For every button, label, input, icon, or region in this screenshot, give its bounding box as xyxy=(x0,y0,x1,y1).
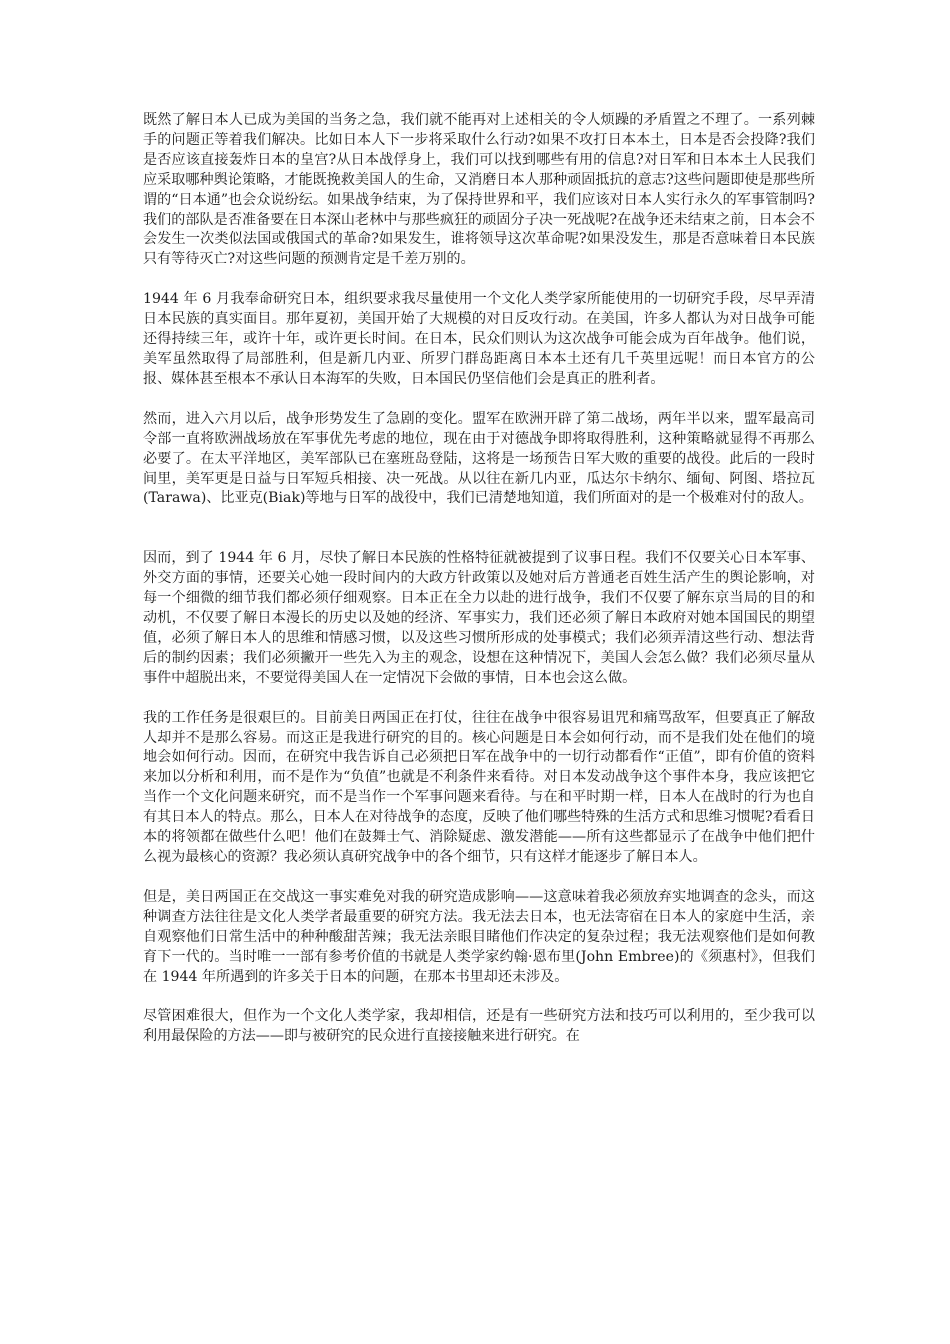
paragraph-3: 然而，进入六月以后，战争形势发生了急剧的变化。盟军在欧洲开辟了第二战场，两年半以来，盟军最高司令部一直将欧洲战场放在军事优先考虑的地位，现在由于对德战争即将取得胜利，这种策略就显得不再那么必要了。在太平洋地区，美军部队已在塞班岛登陆，这将是一场预告日军大败的重要的战役。此后的一段时间里，美军更是日益与日军短兵相接、决一死战。从以往在新几内亚，瓜达尔卡纳尔、缅甸、阿图、塔拉瓦(Tarawa)、比亚克(Biak)等地与日军的战役中，我们已清楚地知道，我们所面对的是一个极难对付的敌人。 xyxy=(143,410,815,507)
paragraph-4: 因而，到了 1944 年 6 月，尽快了解日本民族的性格特征就被提到了议事日程。我们不仅要关心日本军事、外交方面的事情，还要关心她一段时间内的大政方针政策以及她对后方普通老百姓生活产生的舆论影响，对每一个细微的细节我们都必须仔细观察。日本正在全力以赴的进行战争，我们不仅要了解东京当局的目的和动机，不仅要了解日本漫长的历史以及她的经济、军事实力，我们还必须了解日本政府对她本国国民的期望值，必须了解日本人的思维和情感习惯，以及这些习惯所形成的处事模式；我们必须弄清这些行动、想法背后的制约因素；我们必须撇开一些先入为主的观念，设想在这种情况下，美国人会怎么做？我们必须尽量从事件中超脱出来，不要觉得美国人在一定情况下会做的事情，日本也会这么做。 xyxy=(143,550,815,686)
paragraph-spacer xyxy=(143,987,815,1007)
paragraph-1: 既然了解日本人已成为美国的当务之急，我们就不能再对上述相关的令人烦躁的矛盾置之不理了。一系列棘手的问题正等着我们解决。比如日本人下一步将采取什么行动?如果不攻打日本本土，日本是否会投降?我们是否应该直接轰炸日本的皇宫?从日本战俘身上，我们可以找到哪些有用的信息?对日军和日本本土人民我们应采取哪种舆论策略，才能既挽救美国人的生命，又消磨日本人那种顽固抵抗的意志?这些问题即使是那些所谓的“日本通”也会众说纷纭。如果战争结束，为了保持世界和平，我们应该对日本人实行永久的军事管制吗?我们的部队是否准备要在日本深山老林中与那些疯狂的顽固分子决一死战呢?在战争还未结束之前，日本会不会发生一次类似法国或俄国式的革命?如果发生，谁将领导这次革命呢?如果没发生，那是否意味着日本民族只有等待灭亡?对这些问题的预测肯定是千差万别的。 xyxy=(143,112,815,268)
document-body xyxy=(143,111,815,1047)
paragraph-spacer xyxy=(143,509,815,549)
paragraph-spacer xyxy=(143,390,815,410)
paragraph-6: 但是，美日两国正在交战这一事实难免对我的研究造成影响——这意味着我必须放弃实地调查的念头，而这种调查方法往往是文化人类学者最重要的研究方法。我无法去日本，也无法寄宿在日本人的家庭中生活，亲自观察他们日常生活中的种种酸甜苦辣；我无法亲眼目睹他们作决定的复杂过程；我无法观察他们是如何教育下一代的。当时唯一一部有参考价值的书就是人类学家约翰·恩布里(John Embree)的《须惠村》，但我们在 1944 年所遇到的许多关于日本的问题，在那本书里却还未涉及。 xyxy=(143,888,815,985)
paragraph-spacer xyxy=(143,689,815,709)
paragraph-spacer xyxy=(143,270,815,290)
paragraph-7: 尽管困难很大，但作为一个文化人类学家，我却相信，还是有一些研究方法和技巧可以利用的，至少我可以利用最保险的方法——即与被研究的民众进行直接接触来进行研究。在 xyxy=(143,1008,815,1045)
paragraph-spacer xyxy=(143,868,815,888)
paragraph-5: 我的工作任务是很艰巨的。目前美日两国正在打仗，往往在战争中很容易诅咒和痛骂敌军，但要真正了解敌人却并不是那么容易。而这正是我进行研究的目的。核心问题是日本会如何行动，而不是我们处在他们的境地会如何行动。因而，在研究中我告诉自己必须把日军在战争中的一切行动都看作“正值”，即有价值的资料来加以分析和利用，而不是作为“负值”也就是不利条件来看待。对日本发动战争这个事件本身，我应该把它当作一个文化问题来研究，而不是当作一个军事问题来看待。与在和平时期一样，日本人在战时的行为也自有其日本人的特点。那么，日本人在对待战争的态度，反映了他们哪些特殊的生活方式和思维习惯呢?看看日本的将领都在做些什么吧！他们在鼓舞士气、消除疑虑、激发潜能——所有这些都显示了在战争中他们把什么视为最核心的资源？我必须认真研究战争中的各个细节，只有这样才能逐步了解日本人。 xyxy=(143,709,815,865)
paragraph-2: 1944 年 6 月我奉命研究日本，组织要求我尽量使用一个文化人类学家所能使用的一切研究手段，尽早弄清日本民族的真实面目。那年夏初，美国开始了大规模的对日反攻行动。在美国，许多人都认为对日战争可能还得持续三年，或许十年，或许更长时间。在日本，民众们则认为这次战争可能会成为百年战争。他们说，美军虽然取得了局部胜利，但是新几内亚、所罗门群岛距离日本本土还有几千英里远呢！而日本官方的公报、媒体甚至根本不承认日本海军的失败，日本国民仍坚信他们会是真正的胜利者。 xyxy=(143,291,815,387)
